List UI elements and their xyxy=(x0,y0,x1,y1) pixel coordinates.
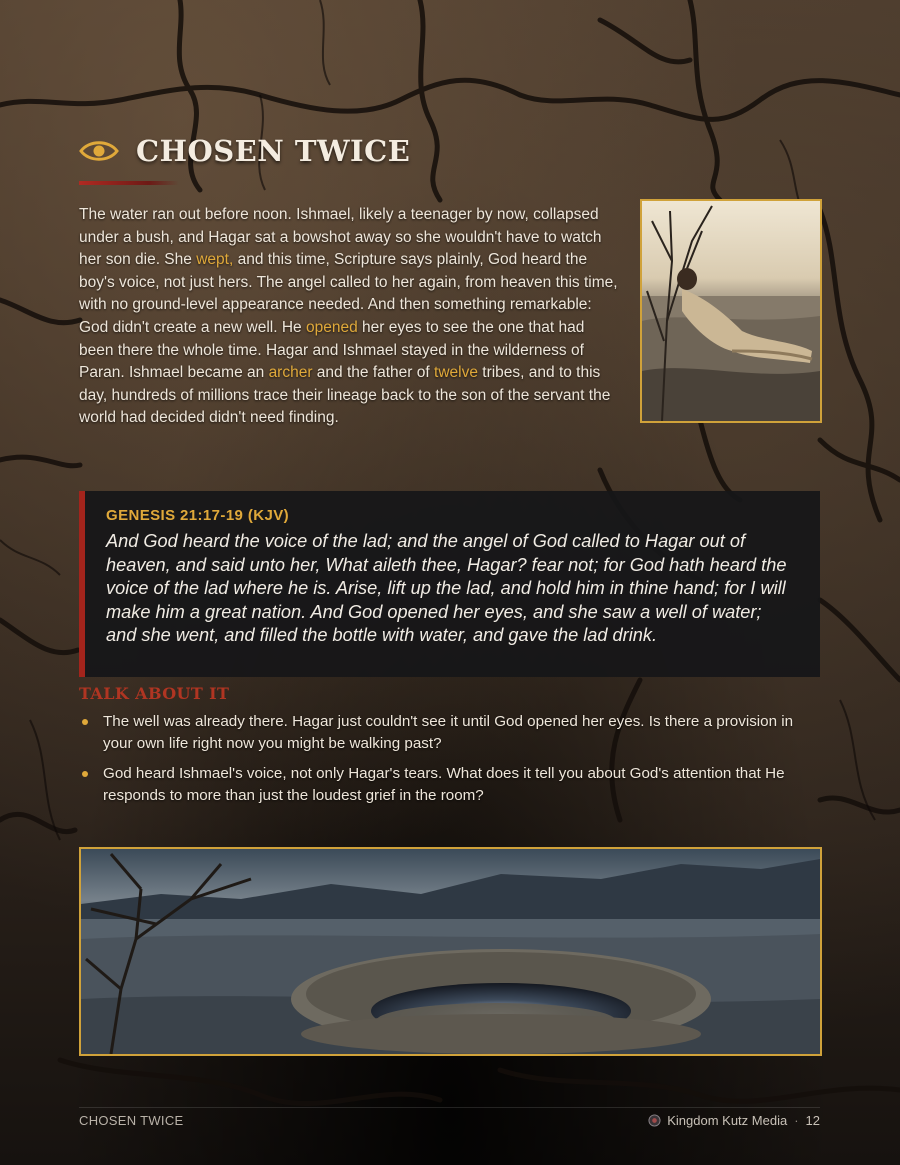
body-text-segment: tribes, and to this day, hundreds of millions trace their lineage back to the son of the servant the world had decided didn't need finding. xyxy=(79,364,611,427)
brand-logo-icon xyxy=(648,1114,661,1127)
talk-about-it-heading: TALK ABOUT IT xyxy=(79,684,230,703)
scripture-text: And God heard the voice of the lad; and the angel of God called to Hagar out of heaven, and said unto her, What aileth thee, Hagar? fear not; for God hath heard the voice of the lad where he is. Arise, lift up the lad, and hold him in thine hand; for I will make him a great nation. And God opened her eyes, and she saw a well of water; and she went, and filled the bottle with water, and gave the lad drink. xyxy=(106,531,787,645)
body-text-segment: The water ran out before noon. Ishmael, likely a teenager by now, collapsed under a bush, and Hagar sat a bowshot away so she wouldn't have to watch her son die. She xyxy=(79,206,602,269)
eye-icon xyxy=(79,136,119,166)
footer-divider xyxy=(79,1107,820,1108)
highlight-archer: archer xyxy=(268,364,313,382)
discussion-list xyxy=(79,711,824,815)
body-text-segment: and the father of xyxy=(312,364,435,382)
bullet-icon xyxy=(82,771,88,777)
highlight-twelve: twelve xyxy=(434,364,478,382)
discussion-question: God heard Ishmael's voice, not only Hagar's tears. What does it tell you about God's attention that He responds to more than just the loudest grief in the room? xyxy=(103,765,785,804)
brand-name: Kingdom Kutz Media xyxy=(667,1113,788,1128)
body-paragraph xyxy=(79,204,619,430)
title-underline xyxy=(79,181,179,185)
page-title: CHOSEN TWICE xyxy=(136,134,411,168)
highlight-wept: wept, xyxy=(196,251,234,269)
bullet-icon xyxy=(82,719,88,725)
page-number: 12 xyxy=(805,1113,820,1128)
section-header xyxy=(79,134,410,168)
desert-well-photo xyxy=(79,847,822,1056)
footer-brand xyxy=(648,1113,820,1128)
body-text-segment: and this time, Scripture says plainly, God heard the boy's voice, not just hers. The angel called to her again, from heaven this time, with no ground-level appearance needed. And then something remarkable: God didn't create a new well. He xyxy=(79,251,618,336)
boy-under-bush-photo xyxy=(640,199,822,423)
discussion-question: The well was already there. Hagar just couldn't see it until God opened her eyes. Is there a provision in your own life right now you might be walking past? xyxy=(103,713,794,752)
body-text-segment: her eyes to see the one that had been there the whole time. Hagar and Ishmael stayed in the wilderness of Paran. Ishmael became an xyxy=(79,318,585,382)
footer-separator: · xyxy=(794,1113,799,1128)
list-item xyxy=(79,711,824,755)
footer-section-title: CHOSEN TWICE xyxy=(79,1113,184,1128)
list-item xyxy=(79,763,824,807)
scripture-reference: GENESIS 21:17-19 (KJV) xyxy=(106,507,290,524)
highlight-opened: opened xyxy=(305,318,358,336)
scripture-quote-box xyxy=(79,491,820,677)
